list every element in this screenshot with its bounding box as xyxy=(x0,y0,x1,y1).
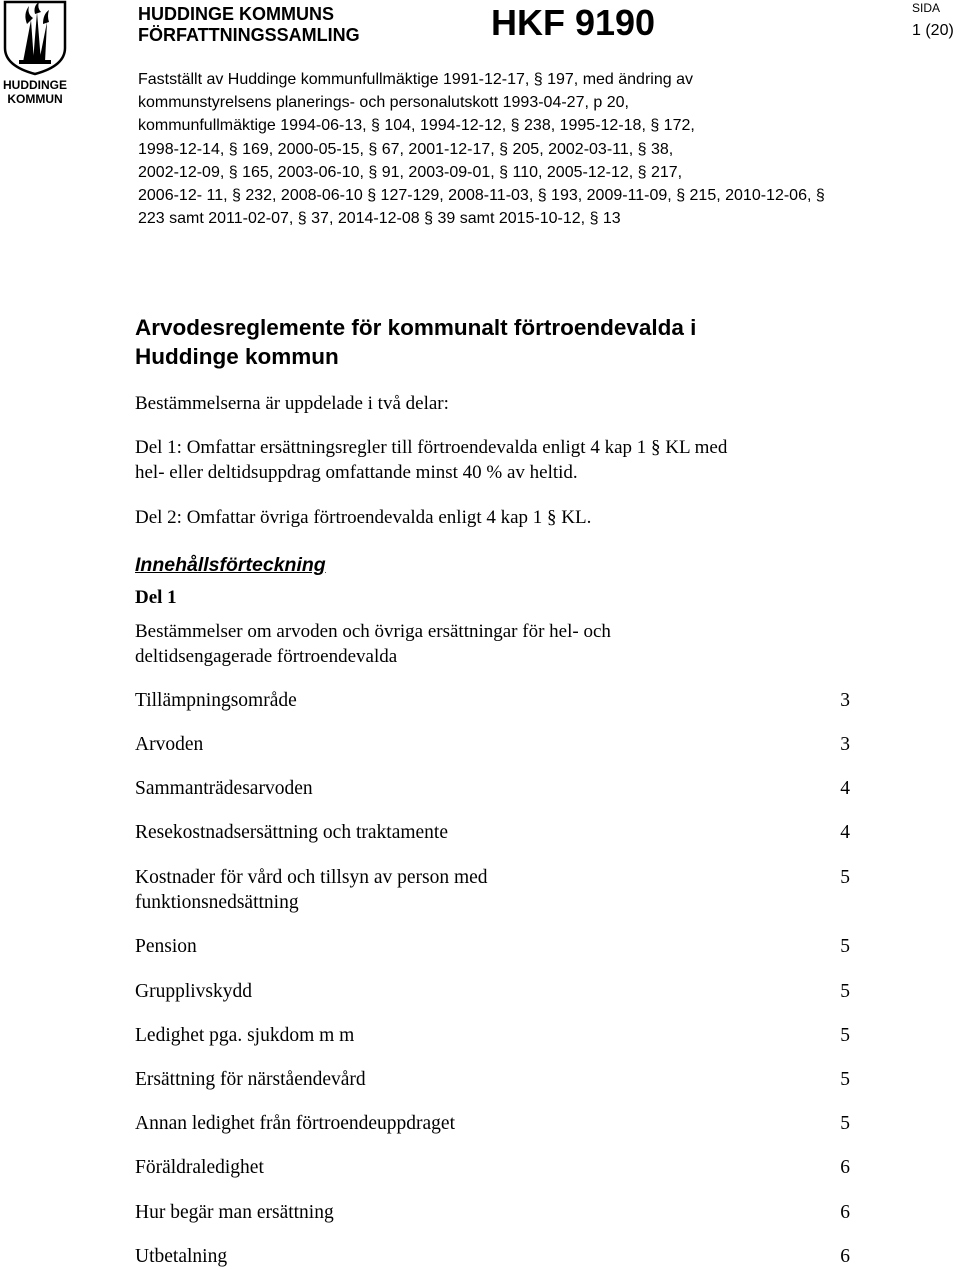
toc-entry-page: 5 xyxy=(840,1025,850,1046)
toc-entry[interactable] xyxy=(135,1023,850,1048)
huddinge-logo xyxy=(0,0,70,110)
toc-entry-page: 5 xyxy=(840,1069,850,1090)
toc-entry-label: Ersättning för närståendevård xyxy=(135,1069,366,1090)
toc-entry[interactable] xyxy=(135,1111,850,1136)
toc-entry-page: 4 xyxy=(840,822,850,843)
toc-entry[interactable] xyxy=(135,1200,850,1225)
history-line: kommunfullmäktige 1994-06-13, § 104, 1994-12-12, § 238, 1995-12-18, § 172, xyxy=(138,117,695,135)
toc-entry[interactable] xyxy=(135,1067,850,1092)
intro-paragraph: Bestämmelserna är uppdelade i två delar: xyxy=(135,393,449,414)
toc-entry-page: 3 xyxy=(840,734,850,755)
toc-entry-page: 5 xyxy=(840,1113,850,1134)
toc-part-description-line: Bestämmelser om arvoden och övriga ersättningar för hel- och xyxy=(135,621,611,642)
toc-entry-page: 4 xyxy=(840,778,850,799)
toc-entry[interactable] xyxy=(135,865,850,915)
toc-entry[interactable] xyxy=(135,688,850,713)
toc-entry[interactable] xyxy=(135,934,850,959)
logo-text-line2: KOMMUN xyxy=(7,92,63,106)
toc-heading: Innehållsförteckning xyxy=(135,554,326,576)
toc-entry-label: Pension xyxy=(135,936,197,957)
history-line: 223 samt 2011-02-07, § 37, 2014-12-08 § 39 samt 2015-10-12, § 13 xyxy=(138,210,621,228)
history-line: 1998-12-14, § 169, 2000-05-15, § 67, 2001-12-17, § 205, 2002-03-11, § 38, xyxy=(138,140,674,158)
history-line: kommunstyrelsens planerings- och personalutskott 1993-04-27, p 20, xyxy=(138,94,629,112)
toc-entry-page: 3 xyxy=(840,690,850,711)
adoption-history xyxy=(138,68,953,230)
toc-entry-page: 6 xyxy=(840,1246,850,1267)
toc-entry-label: Föräldraledighet xyxy=(135,1157,264,1178)
page-label: SIDA xyxy=(912,1,941,15)
del1-line: hel- eller deltidsuppdrag omfattande minst 40 % av heltid. xyxy=(135,462,578,483)
toc-entry-label: Resekostnadsersättning och traktamente xyxy=(135,822,448,843)
del1-paragraph xyxy=(135,435,727,485)
toc-entry-label: Annan ledighet från förtroendeuppdraget xyxy=(135,1113,455,1134)
title-line: Arvodesreglemente för kommunalt förtroendevalda i xyxy=(135,315,697,340)
history-line: 2002-12-09, § 165, 2003-06-10, § 91, 2003-09-01, § 110, 2005-12-12, § 217, xyxy=(138,163,683,181)
toc-entry[interactable] xyxy=(135,776,850,801)
toc-entry-page: 5 xyxy=(840,867,850,888)
document-code: HKF 9190 xyxy=(491,2,656,43)
page-number: 1 (20) xyxy=(912,22,954,39)
toc-part-description xyxy=(135,619,611,669)
toc-entry[interactable] xyxy=(135,979,850,1004)
collection-title-line1: HUDDINGE KOMMUNS xyxy=(138,4,334,24)
toc-entry-page: 6 xyxy=(840,1202,850,1223)
logo-text-line1: HUDDINGE xyxy=(2,78,67,92)
toc-entry[interactable] xyxy=(135,1244,850,1269)
toc-entry[interactable] xyxy=(135,820,850,845)
document-title xyxy=(135,313,696,371)
toc-entry-label: Arvoden xyxy=(135,734,204,755)
history-line: Fastställt av Huddinge kommunfullmäktige 1991-12-17, § 197, med ändring av xyxy=(138,71,693,88)
toc-entry-page: 6 xyxy=(840,1157,850,1178)
toc-entry-label: Tillämpningsområde xyxy=(135,690,297,711)
toc-entry-label: Hur begär man ersättning xyxy=(135,1202,334,1223)
toc-entry-label: Sammanträdesarvoden xyxy=(135,778,313,799)
del2-paragraph: Del 2: Omfattar övriga förtroendevalda enligt 4 kap 1 § KL. xyxy=(135,507,592,528)
toc-entry[interactable] xyxy=(135,732,850,757)
history-line: 2006-12- 11, § 232, 2008-06-10 § 127-129, 2008-11-03, § 193, 2009-11-09, § 215, 2010-12-06, § xyxy=(138,187,825,205)
collection-title-line2: FÖRFATTNINGSSAMLING xyxy=(138,25,360,45)
title-line: Huddinge kommun xyxy=(135,344,339,369)
toc-entry[interactable] xyxy=(135,1155,850,1180)
toc-part-description-line: deltidsengagerade förtroendevalda xyxy=(135,646,398,667)
toc-entry-label: Ledighet pga. sjukdom m m xyxy=(135,1025,355,1046)
del1-line: Del 1: Omfattar ersättningsregler till förtroendevalda enligt 4 kap 1 § KL med xyxy=(135,437,728,458)
toc-entry-page: 5 xyxy=(840,981,850,1002)
toc-entry-label: Grupplivskydd xyxy=(135,981,252,1002)
toc-entry-label: Kostnader för vård och tillsyn av person med funktionsnedsättning xyxy=(135,867,488,913)
collection-title xyxy=(138,4,360,46)
toc-part-label: Del 1 xyxy=(135,587,177,608)
toc-entry-page: 5 xyxy=(840,936,850,957)
coat-of-arms-icon xyxy=(3,0,67,76)
toc-entry-label: Utbetalning xyxy=(135,1246,228,1267)
